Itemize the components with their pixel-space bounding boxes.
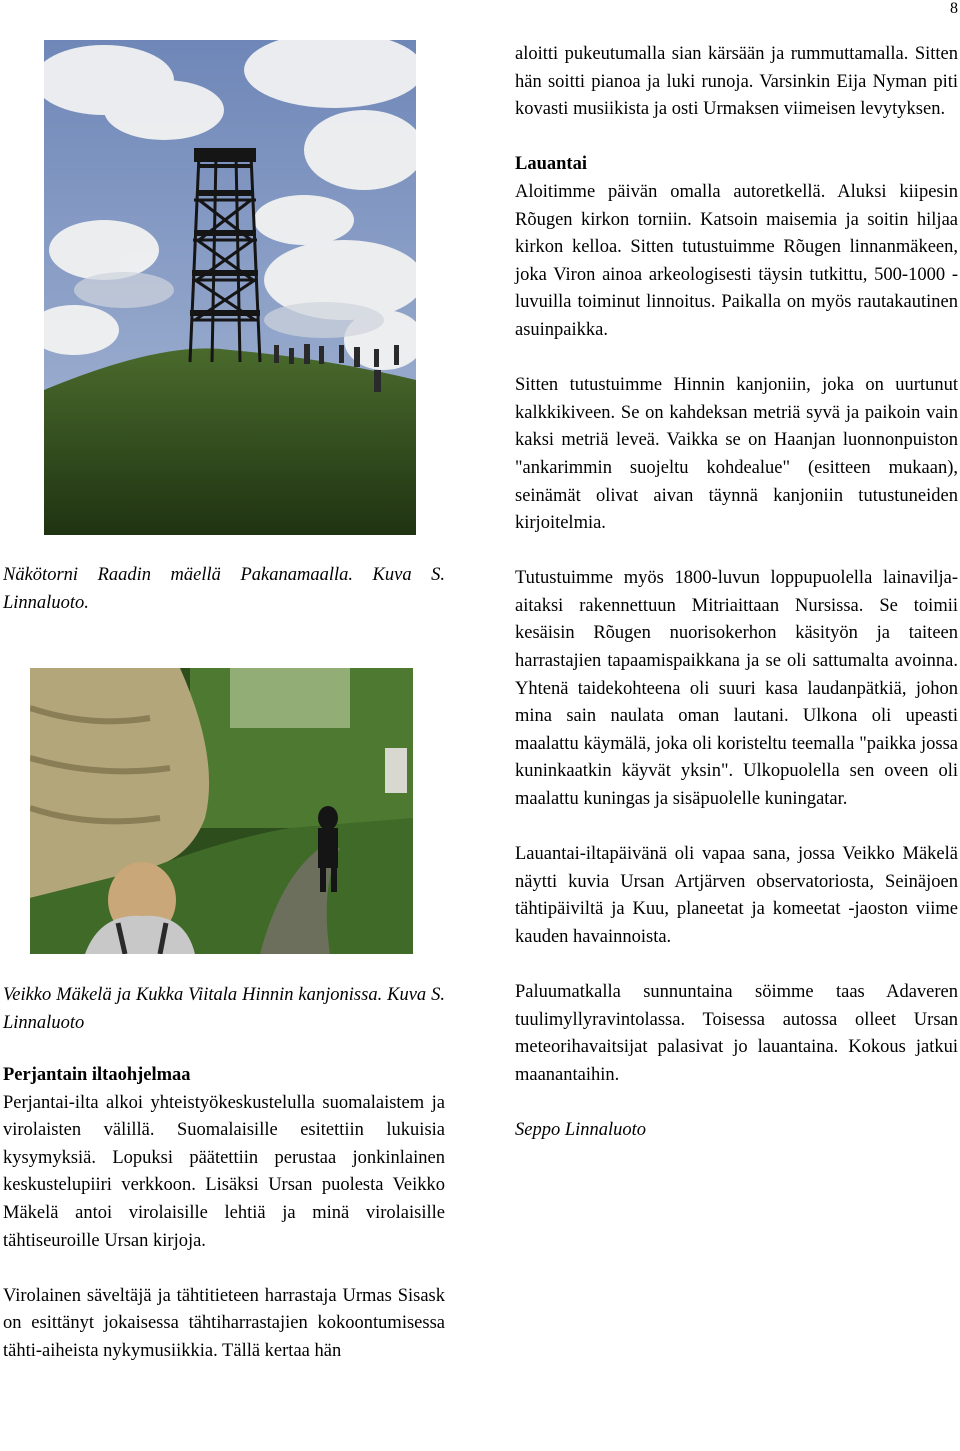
tower-caption: Näkötorni Raadin mäellä Pakanamaalla. Kuva S. Linnaluoto.: [3, 565, 445, 613]
canyon-caption: Veikko Mäkelä ja Kukka Viitala Hinnin kanjonissa. Kuva S. Linnaluoto: [3, 985, 445, 1033]
page-number: 8: [950, 0, 958, 17]
right-column: [515, 41, 958, 1145]
sunday-paragraph: Paluumatkalla sunnuntaina söimme taas Adaveren tuulimyllyravintolassa. Toisessa autossa olleet Ursan meteorihavaitsijat palasivat jo lauantaina. Kokous jatkui maanantaihin.: [515, 982, 958, 1085]
saturday-heading: Lauantai: [515, 154, 587, 175]
continuation-paragraph: aloitti pukeutumalla sian kärsään ja rummuttamalla. Sitten hän soitti pianoa ja luki runoja. Varsinkin Eija Nyman piti kovasti musiikista ja osti Urmaksen viimeisen levytyksen.: [515, 44, 958, 120]
left-column: [3, 1062, 445, 1366]
canyon-photo: [30, 668, 413, 954]
friday-heading: Perjantain iltaohjelmaa: [3, 1065, 191, 1085]
saturday-paragraph-2: Sitten tutustuimme Hinnin kanjoniin, joka on uurtunut kalkkikiveen. Se on kahdeksan metriä syvä ja paikoin vain kaksi metriä leveä. Vaikka se on Haanjan luonnonpuiston "ankarimmin suojeltu kohdealue" (esitteen mukaan), seinämät olivat aivan täynnä kanjoniin tutustuneiden kirjoitelmia.: [515, 375, 958, 534]
saturday-paragraph-3: Tutustuimme myös 1800-luvun loppupuolella lainavilja-aitaksi rakennettuun Mitriaittaan Nursissa. Se toimii kesäisin Rõugen nuorisokerhon käsityön ja taiteen harrastajien tapaamispaikkana ja se oli sattumalta avoinna. Yhtenä taidekohteena oli suuri kasa laudanpätkiä, johon mina sain naulata oman lautani. Ulkona oli upeasti maalattu käymälä, joka oli koristeltu teemalla "paikka jossa kuninkaatkin käyvät yksin". Ulkopuolella sen oveen oli maalattu kuningas ja sisäpuolelle kuningatar.: [515, 568, 958, 810]
friday-paragraph-2: Virolainen säveltäjä ja tähtitieteen harrastaja Urmas Sisask on esittänyt jokaisessa tähtiharrastajien kokoontumisessa tähti-aiheista nykymusiikkia. Tällä kertaa hän: [3, 1285, 445, 1361]
saturday-paragraph-4: Lauantai-iltapäivänä oli vapaa sana, jossa Veikko Mäkelä näytti kuvia Ursan Artjärven observatoriosta, Seinäjoen tähtipäiviltä ja Kuu, planeetat ja komeetat -jaoston viime kauden havainnoista.: [515, 844, 958, 947]
saturday-paragraph-1: Aloitimme päivän omalla autoretkellä. Aluksi kiipesin Rõugen kirkon torniin. Katsoin maisemia ja soitin hiljaa kirkon kelloa. Sitten tutustuimme Rõugen linnanmäkeen, joka Viron ainoa arkeologisesti täysin tutkittu, 500-1000 -luvuilla toiminut linnoitus. Paikalla on myös rautakautinen asuinpaikka.: [515, 181, 958, 340]
author-signature: Seppo Linnaluoto: [515, 1120, 647, 1141]
tower-image: [44, 40, 416, 535]
tower-photo: [44, 40, 416, 535]
canyon-image: [30, 668, 413, 954]
friday-paragraph-1: Perjantai-ilta alkoi yhteistyökeskustelulla suomalaistem ja virolaisten välillä. Suomalaisille esitettiin lukuisia kysymyksiä. Lopuksi päätettiin perustaa jonkinlainen keskustelupiiri verkkoon. Lisäksi Ursan puolesta Veikko Mäkelä antoi virolaisille lehtiä ja minä virolaisille tähtiseuroille Ursan kirjoja.: [3, 1092, 445, 1251]
